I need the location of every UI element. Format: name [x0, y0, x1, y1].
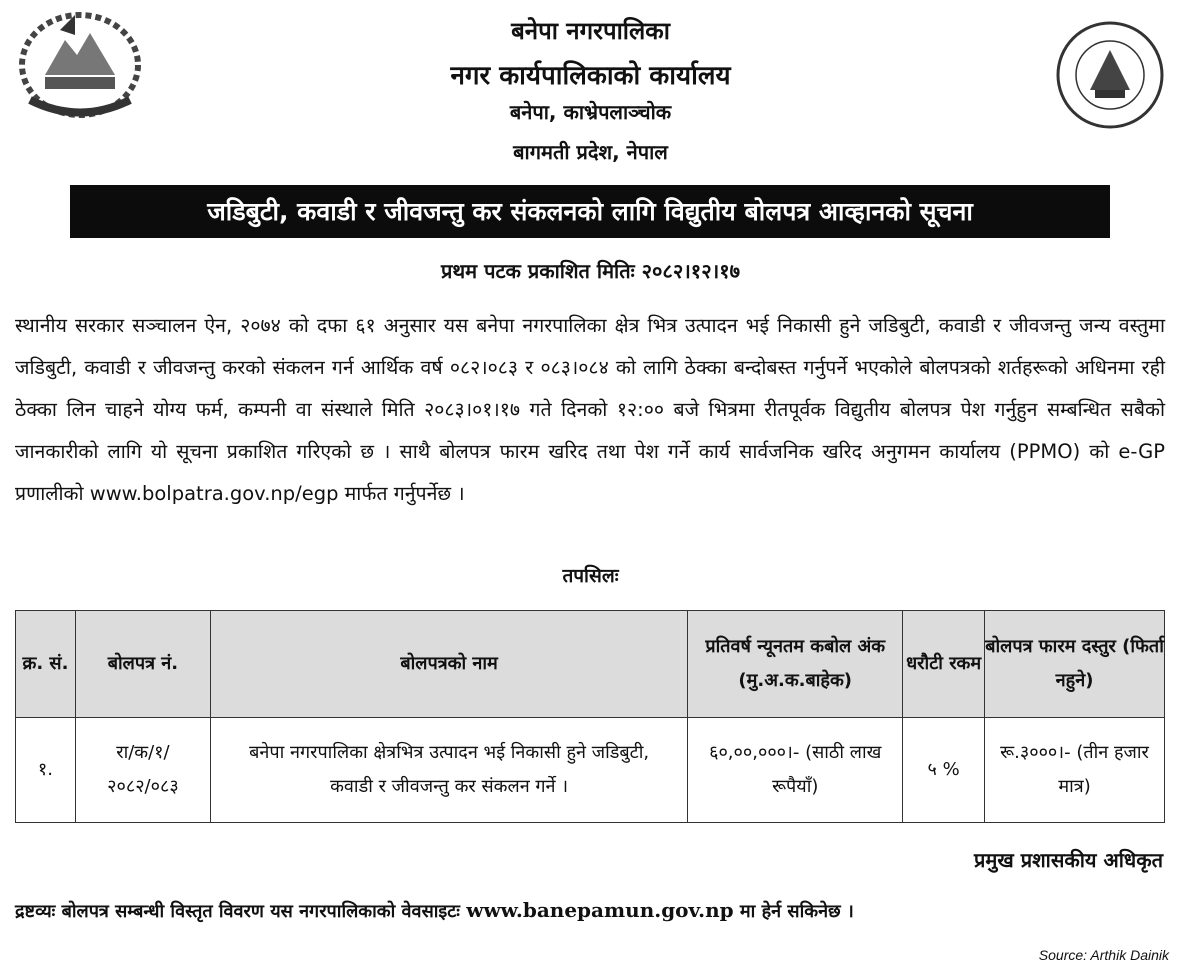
col-deposit: धरौटी रकम — [903, 611, 985, 718]
note-suffix: मा हेर्न सकिनेछ । — [739, 901, 854, 922]
cell-bid-number: रा/क/१/ २०८२/०८३ — [75, 718, 210, 823]
office-location: बनेपा, काभ्रेपलाञ्चोक — [509, 100, 672, 124]
details-heading: तपसिलः — [562, 565, 619, 587]
website-link[interactable]: www.banepamun.gov.np — [466, 898, 734, 922]
note-line — [15, 898, 854, 923]
cell-deposit: ५ % — [903, 718, 985, 823]
col-bid-number: बोलपत्र नं. — [75, 611, 210, 718]
notice-title: जडिबुटी, कवाडी र जीवजन्तु कर संकलनको लागि विद्युतीय बोलपत्र आव्हानको सूचना — [70, 185, 1110, 238]
publish-date: प्रथम पटक प्रकाशित मितिः २०८२।१२।१७ — [441, 259, 740, 283]
col-bid-name: बोलपत्रको नाम — [210, 611, 687, 718]
notice-body: स्थानीय सरकार सञ्चालन ऐन, २०७४ को दफा ६१ अनुसार यस बनेपा नगरपालिका क्षेत्र भित्र उत्पादन भई निकासी हुने जडिबुटी, कवाडी र जीवजन्तु जन्य वस्तुमा जडिबुटी, कवाडी र जीवजन्तु करको संकलन गर्न आर्थिक वर्ष ०८२।०८३ र ०८३।०८४ को लागि ठेक्का बन्दोबस्त गर्नुपर्ने भएकोले बोलपत्रको शर्तहरूको अधिनमा रही ठेक्का लिन चाहने योग्य फर्म, कम्पनी वा संस्थाले मिति २०८३।०१।१७ गते दिनको १२:०० बजे भित्रमा रीतपूर्वक विद्युतीय बोलपत्र पेश गर्नुहुन सम्बन्धित सबैको जानकारीको लागि यो सूचना प्रकाशित गरिएको छ । साथै बोलपत्र फारम खरिद तथा पेश गर्ने कार्य सार्वजनिक खरिद अनुगमन कार्यालय (PPMO) को e-GP प्रणालीको www.bolpatra.gov.np/egp मार्फत गर्नुपर्नेछ । — [15, 314, 1165, 505]
table-row — [16, 718, 1165, 823]
col-serial: क्र. सं. — [16, 611, 76, 718]
col-min-bid: प्रतिवर्ष न्यूनतम कबोल अंक (मु.अ.क.बाहेक) — [688, 611, 903, 718]
province-country: बागमती प्रदेश, नेपाल — [513, 140, 668, 164]
bid-details-table — [15, 610, 1165, 823]
cell-min-bid: ६०,००,०००।- (साठी लाख रूपैयाँ) — [688, 718, 903, 823]
col-form-fee: बोलपत्र फारम दस्तुर (फिर्ता नहुने) — [985, 611, 1165, 718]
table-header-row — [16, 611, 1165, 718]
cell-form-fee: रू.३०००।- (तीन हजार मात्र) — [985, 718, 1165, 823]
source-credit: Source: Arthik Dainik — [1038, 947, 1169, 963]
municipality-name: बनेपा नगरपालिका — [511, 17, 670, 45]
note-prefix: द्रष्टव्यः बोलपत्र सम्बन्धी विस्तृत विवरण यस नगरपालिकाको वेवसाइटः — [15, 901, 460, 922]
cell-bid-name: बनेपा नगरपालिका क्षेत्रभित्र उत्पादन भई निकासी हुने जडिबुटी, कवाडी र जीवजन्तु कर संकलन गर्ने । — [210, 718, 687, 823]
signatory: प्रमुख प्रशासकीय अधिकृत — [974, 848, 1163, 872]
office-name: नगर कार्यपालिकाको कार्यालय — [450, 61, 731, 91]
cell-serial: १. — [16, 718, 76, 823]
